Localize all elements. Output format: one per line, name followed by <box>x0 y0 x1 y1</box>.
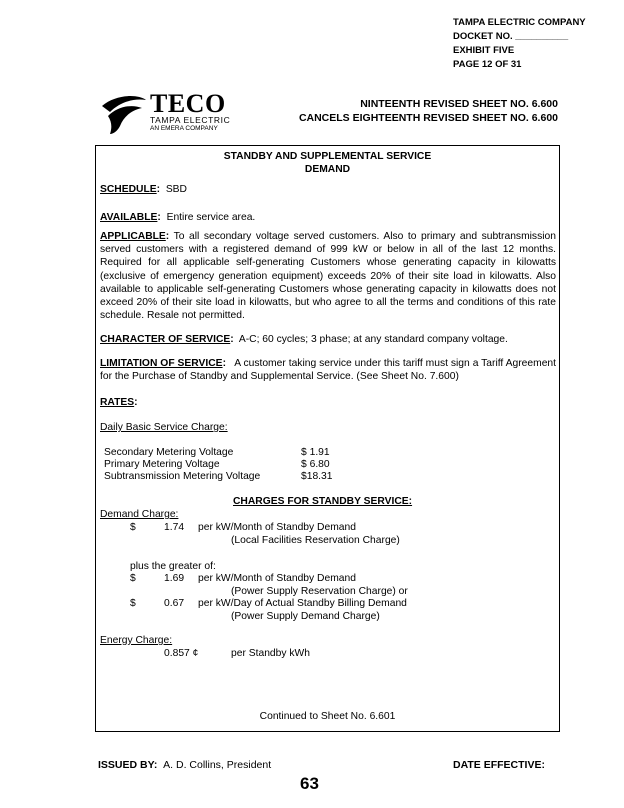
energy-amount: 0.857 ¢ <box>164 648 199 659</box>
daily-row-value: $ 1.91 <box>301 447 330 458</box>
available-value: Entire service area. <box>166 212 256 223</box>
issued-by-label: ISSUED BY: <box>98 759 158 771</box>
character-row: CHARACTER OF SERVICE: A-C; 60 cycles; 3 phase; at any standard company voltage. <box>100 334 508 345</box>
applicable-paragraph: APPLICABLE: To all secondary voltage served customers. Also to primary and subtransmission served customers with a registered demand of 999 kW or below in all of the last 12 months. Required for all applicable self-generating Customers whose generating capacity in kilowatts (exclusive of emergency generation equipment) exceeds 20% of their site load in kilowatts. Also available to applicable self-generating Customers whose generating capacity in kilowatts does not exceed 20% of their site load in kilowatts, but who agree to all the terms and conditions of this rate schedule. Resale not permitted. <box>100 231 556 322</box>
schedule-label: SCHEDULE <box>100 184 157 195</box>
daily-row-name: Secondary Metering Voltage <box>104 447 234 458</box>
page-of-label: PAGE 12 OF 31 <box>453 59 522 70</box>
energy-description: per Standby kWh <box>231 648 310 659</box>
schedule-value: SBD <box>165 184 187 195</box>
demand-description: per kW/Month of Standby Demand <box>198 522 356 533</box>
option2-description: per kW/Day of Actual Standby Billing Demand <box>198 598 407 609</box>
character-label: CHARACTER OF SERVICE <box>100 334 231 345</box>
standby-heading: CHARGES FOR STANDBY SERVICE: <box>233 496 413 507</box>
limitation-label: LIMITATION OF SERVICE <box>100 358 223 369</box>
daily-row-value: $18.31 <box>301 471 333 482</box>
applicable-label: APPLICABLE <box>100 231 166 242</box>
logo-brand: TECO <box>150 89 226 118</box>
option2-amount: 0.67 <box>164 598 185 609</box>
logo-subtitle: TAMPA ELECTRIC <box>150 115 231 125</box>
schedule-row: SCHEDULE: SBD <box>100 184 187 195</box>
option2-note: (Power Supply Demand Charge) <box>231 611 380 622</box>
docket-number: DOCKET NO. __________ <box>453 31 569 42</box>
greater-of-label: plus the greater of: <box>130 561 216 572</box>
applicable-text: To all secondary voltage served customers. Also to primary and subtransmission served customers with a registered demand of 999 kW or below in all of the last 12 months. Required for all applicable self-generating Customers whose generating capacity in kilowatts (exclusive of emergency generation equipment) exceeds 20% of their site load in kilowatts. Also available to applicable self-generating Customers whose generating capacity in kilowatts does not exceed 20% of their site load in kilowatts, but who agree to all the terms and conditions of this rate schedule. Resale not permitted. <box>100 231 556 322</box>
option1-note: (Power Supply Reservation Charge) or <box>231 586 408 597</box>
daily-charge-table <box>104 446 344 482</box>
logo-parent: AN EMERA COMPANY <box>150 125 218 132</box>
daily-row-name: Subtransmission Metering Voltage <box>104 471 261 482</box>
rates-label: RATES <box>100 397 135 408</box>
continued-note: Continued to Sheet No. 6.601 <box>259 711 396 722</box>
daily-row-name: Primary Metering Voltage <box>104 459 220 470</box>
daily-row <box>104 470 344 482</box>
title-line-2: DEMAND <box>304 164 351 175</box>
option1-currency: $ <box>130 573 136 584</box>
tariff-title <box>95 150 560 176</box>
available-row: AVAILABLE: Entire service area. <box>100 212 256 223</box>
energy-charge-label: Energy Charge: <box>100 635 173 646</box>
demand-amount: 1.74 <box>164 522 185 533</box>
company-name: TAMPA ELECTRIC COMPANY <box>453 17 586 28</box>
demand-currency: $ <box>130 522 136 533</box>
page-number: 63 <box>300 774 319 793</box>
rates-heading: RATES: <box>100 397 138 408</box>
option1-description: per kW/Month of Standby Demand <box>198 573 356 584</box>
exhibit-label: EXHIBIT FIVE <box>453 45 515 56</box>
limitation-paragraph: LIMITATION OF SERVICE: A customer taking service under this tariff must sign a Tariff Agreement for the Purchase of Standby and Supplemental Service. (See Sheet No. 7.600) <box>100 358 557 383</box>
character-value: A-C; 60 cycles; 3 phase; at any standard company voltage. <box>238 334 508 345</box>
revised-sheet: NINTEENTH REVISED SHEET NO. 6.600 <box>360 98 558 110</box>
date-effective-label: DATE EFFECTIVE: <box>453 759 545 771</box>
limitation-text: A customer taking service under this tariff must sign a Tariff Agreement for the Purchase of Standby and Supplemental Service. (See Sheet No. 7.600) <box>100 358 557 383</box>
cancels-sheet: CANCELS EIGHTEENTH REVISED SHEET NO. 6.600 <box>298 112 558 124</box>
issued-by-value: A. D. Collins, President <box>163 759 272 771</box>
issued-by <box>98 759 271 771</box>
daily-row <box>104 446 344 458</box>
daily-row-value: $ 6.80 <box>301 459 330 470</box>
header-block <box>453 16 586 72</box>
sheet-info <box>299 97 558 125</box>
teco-logo <box>98 89 258 136</box>
daily-charge-label: Daily Basic Service Charge: <box>100 422 228 433</box>
option1-amount: 1.69 <box>164 573 185 584</box>
option2-currency: $ <box>130 598 136 609</box>
title-line-1: STANDBY AND SUPPLEMENTAL SERVICE <box>223 151 432 162</box>
demand-note: (Local Facilities Reservation Charge) <box>231 535 400 546</box>
daily-row <box>104 458 344 470</box>
available-label: AVAILABLE <box>100 212 158 223</box>
teco-swoosh-icon <box>98 92 148 136</box>
demand-charge-label: Demand Charge: <box>100 509 179 520</box>
